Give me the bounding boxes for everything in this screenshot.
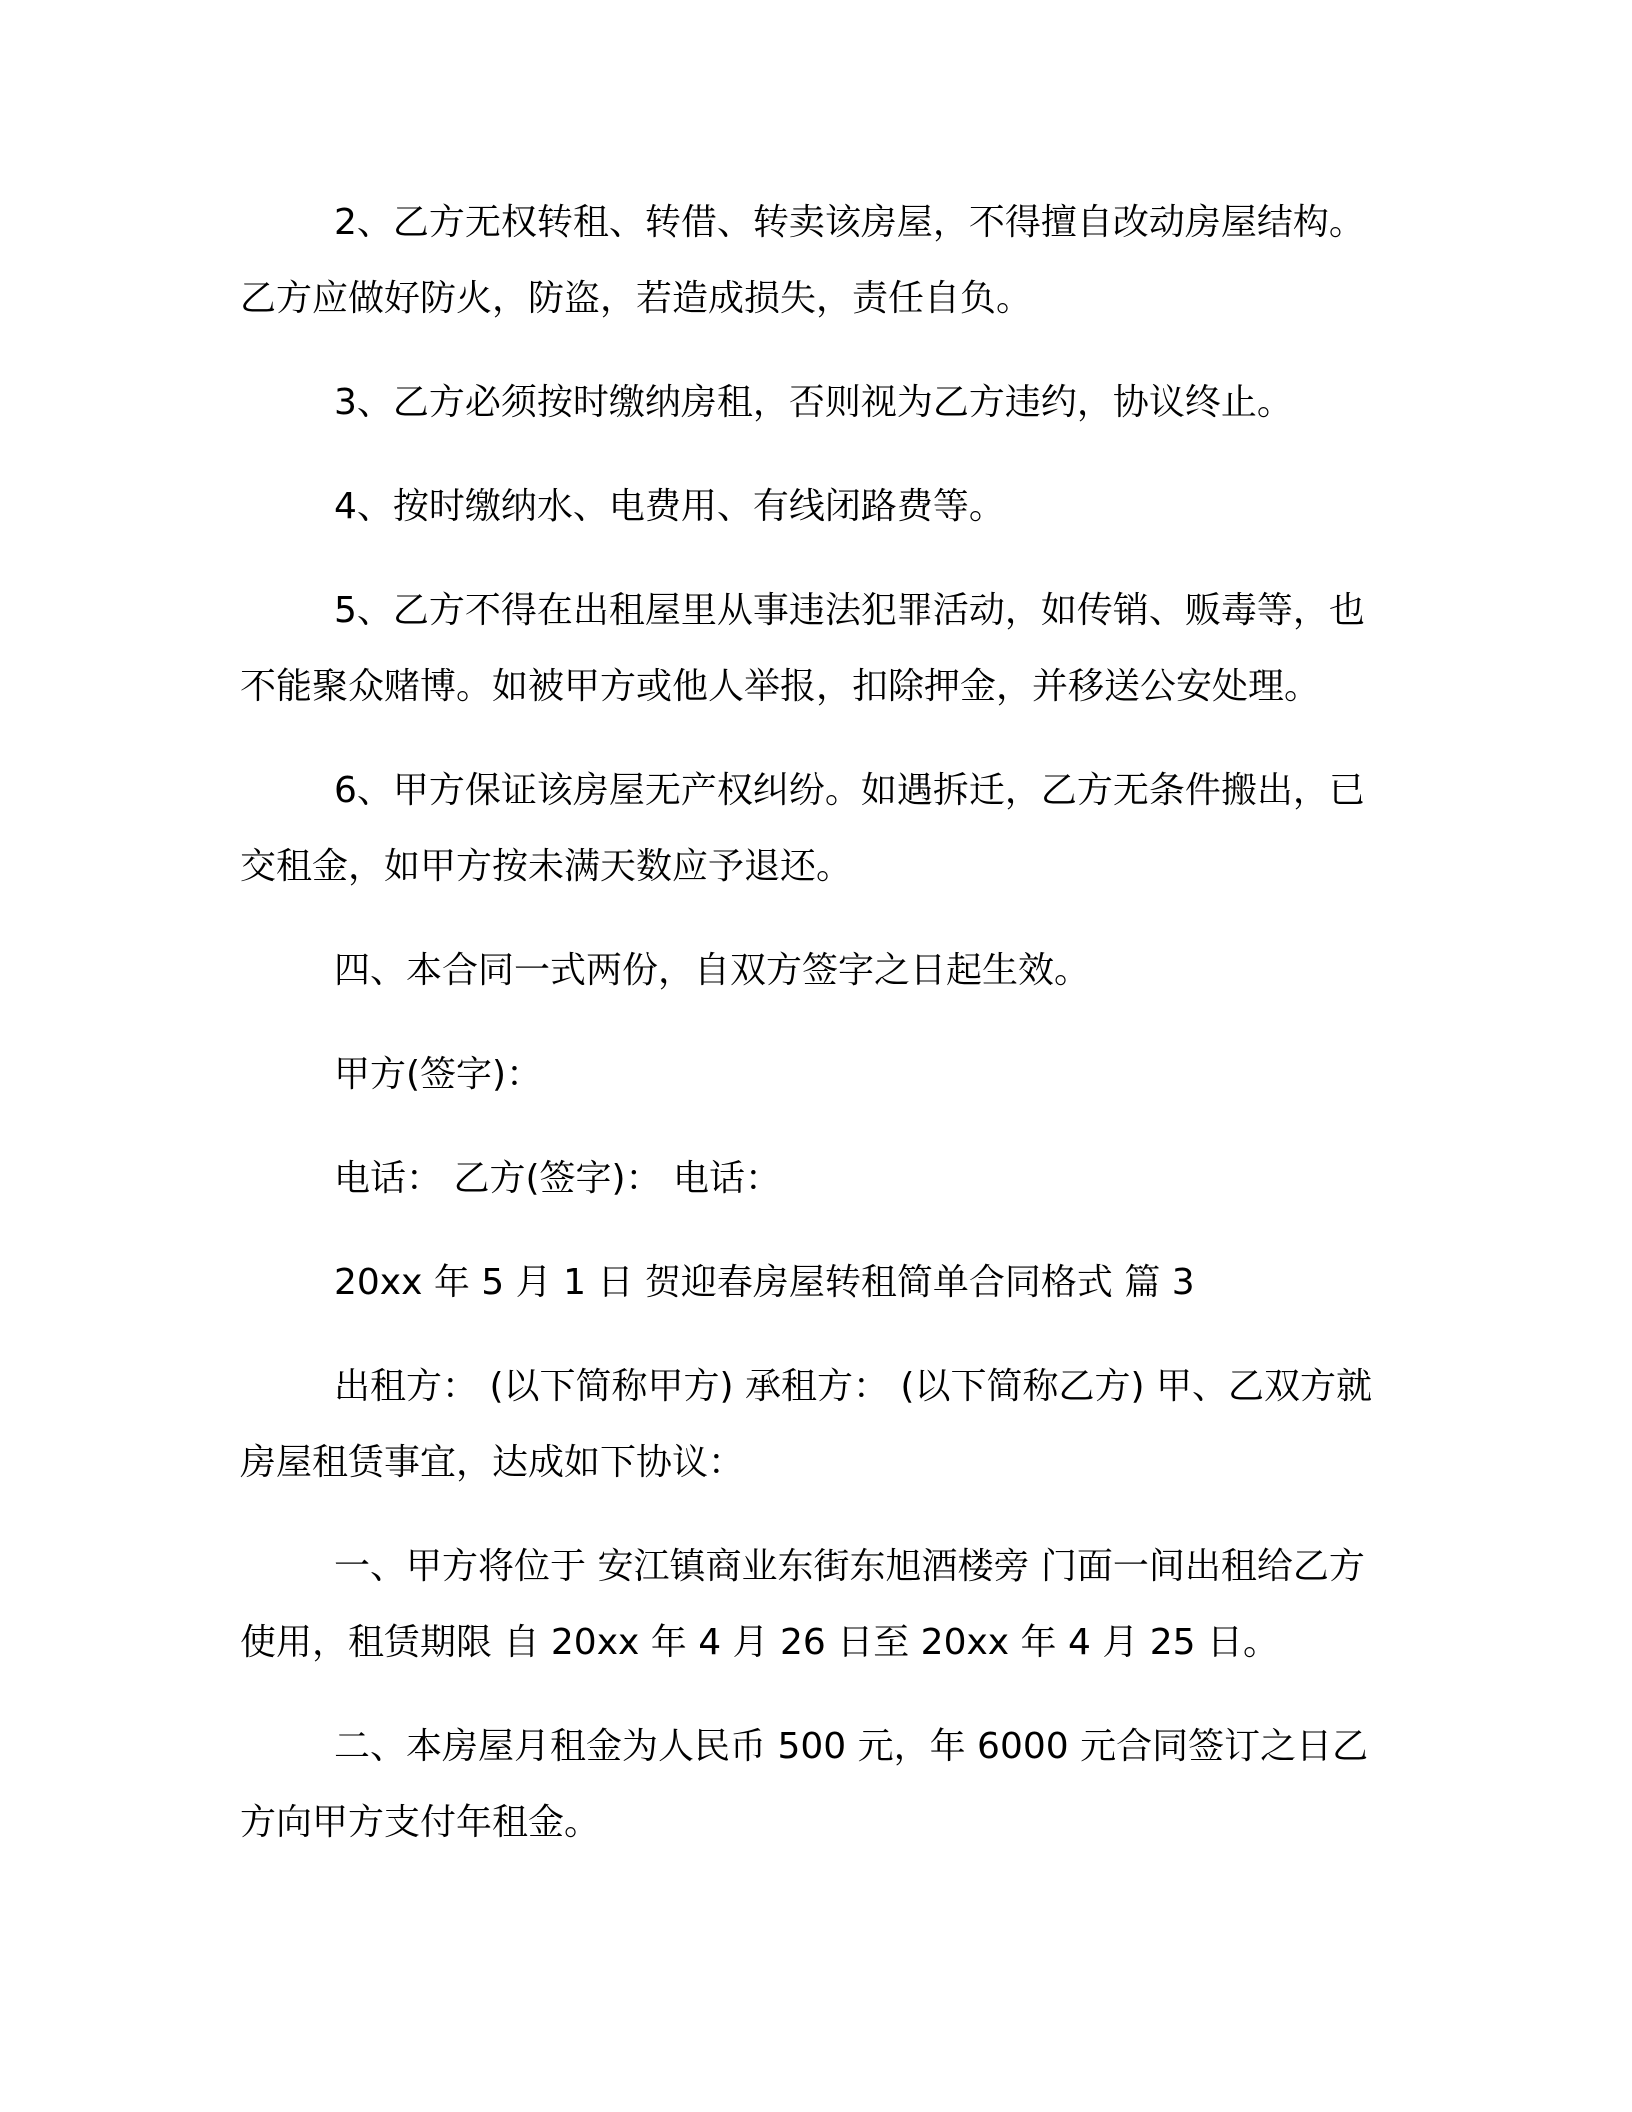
parties-intro: 出租方： (以下简称甲方) 承租方： (以下简称乙方) 甲、乙双方就房屋租赁事宜，达成如下协议： [240,1366,1372,1483]
section-one: 一、甲方将位于 安江镇商业东街东旭酒楼旁 门面一间出租给乙方使用，租赁期限 自 20xx 年 4 月 26 日至 20xx 年 4 月 25 日。 [240,1546,1365,1663]
document-body [240,185,1390,1861]
phone-party-b-signature: 电话： 乙方(签字)： 电话： [334,1158,781,1199]
clause-5: 5、乙方不得在出租屋里从事违法犯罪活动，如传销、贩毒等，也不能聚众赌博。如被甲方或他人举报，扣除押金，并移送公安处理。 [240,590,1365,707]
section-two: 二、本房屋月租金为人民币 500 元，年 6000 元合同签订之日乙方向甲方支付年租金。 [240,1726,1369,1843]
section-four: 四、本合同一式两份，自双方签字之日起生效。 [334,950,1091,991]
clause-2: 2、乙方无权转租、转借、转卖该房屋，不得擅自改动房屋结构。乙方应做好防火，防盗，若造成损失，责任自负。 [240,202,1365,319]
clause-3: 3、乙方必须按时缴纳房租，否则视为乙方违约，协议终止。 [334,382,1293,423]
party-a-signature: 甲方(签字)： [334,1054,543,1095]
clause-6: 6、甲方保证该房屋无产权纠纷。如遇拆迁，乙方无条件搬出，已交租金，如甲方按未满天数应予退还。 [240,770,1365,887]
clause-4: 4、按时缴纳水、电费用、有线闭路费等。 [334,486,1005,527]
date-and-heading: 20xx 年 5 月 1 日 贺迎春房屋转租简单合同格式 篇 3 [334,1262,1195,1303]
